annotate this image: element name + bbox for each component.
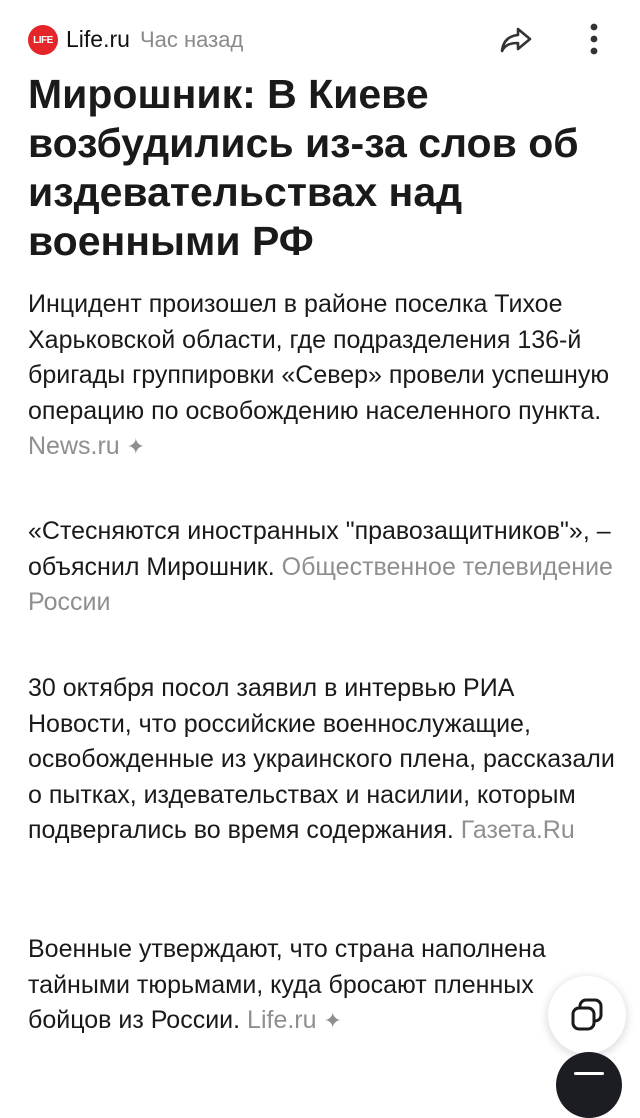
article-paragraph	[28, 932, 618, 1039]
share-button[interactable]	[496, 20, 536, 60]
copy-button[interactable]	[548, 976, 626, 1054]
paragraph-text: Инцидент произошел в районе поселка Тихое Харьковской области, где подразделения 136-й бригады группировки «Север» провели успешную операцию по освобождению населенного пункта.	[28, 290, 610, 425]
sparkle-icon: ✦	[323, 1008, 342, 1033]
share-arrow-icon	[499, 25, 533, 55]
more-vertical-icon	[589, 22, 599, 56]
paragraph-source-link[interactable]: News.ru	[28, 432, 120, 460]
sparkle-icon: ✦	[126, 434, 146, 459]
life-logo[interactable]: LIFE	[28, 25, 58, 55]
paragraph-text: Военные утверждают, что страна наполнена тайными тюрьмами, куда бросают пленных бойцов из России.	[28, 935, 546, 1034]
paragraph-text: «Стесняются иностранных "правозащитников"», – объяснил Мирошник.	[28, 517, 611, 581]
article-header	[0, 0, 640, 76]
paragraph-source-link[interactable]: Газета.Ru	[460, 816, 575, 844]
menu-icon	[574, 1072, 604, 1075]
copy-icon	[568, 996, 606, 1034]
menu-button[interactable]	[556, 1052, 622, 1118]
article-paragraph	[28, 287, 618, 465]
article-title: Мирошник: В Киеве возбудились из-за слов об издевательствах над военными РФ	[28, 71, 579, 264]
source-name[interactable]: Life.ru	[66, 26, 130, 52]
publish-time: Час назад	[140, 27, 244, 52]
article-paragraph	[28, 514, 618, 621]
paragraph-text: 30 октября посол заявил в интервью РИА Новости, что российские военнослужащие, освобожденные из украинского плена, рассказали о пытках, издевательствах и насилии, которым подвергались во время содержания.	[28, 674, 615, 844]
more-options-button[interactable]	[576, 18, 612, 60]
paragraph-source-link[interactable]: Общественное телевидение России	[28, 552, 613, 616]
article-paragraph	[28, 671, 618, 849]
paragraph-source-link[interactable]: Life.ru	[247, 1006, 317, 1034]
